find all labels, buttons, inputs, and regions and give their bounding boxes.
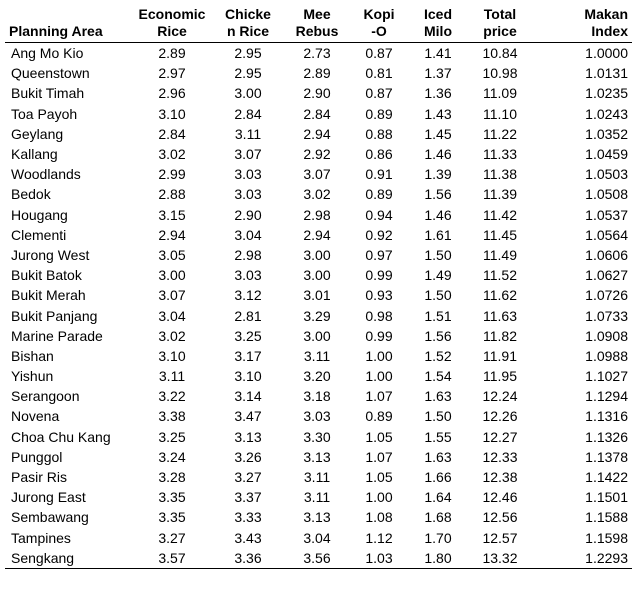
total-price-cell: 12.57 [482,529,518,546]
chicken-rice-cell: 3.33 [234,509,262,526]
chicken-rice-cell: 3.07 [234,146,262,163]
planning-area-cell: Tampines [11,529,71,546]
iced-milo-cell: 1.55 [424,428,452,445]
mee-rebus-cell: 3.01 [303,287,331,304]
iced-milo-cell: 1.50 [424,246,452,263]
iced-milo-cell: 1.64 [424,489,452,506]
economic-rice-cell: 3.24 [158,448,186,465]
iced-milo-cell: 1.37 [424,65,452,82]
makan-index-cell: 1.0733 [585,307,628,324]
economic-rice-cell: 2.94 [158,226,186,243]
total-price-cell: 10.98 [482,65,518,82]
header-planning-area: Planning Area [5,6,133,43]
kopi-o-cell: 0.99 [365,327,393,344]
chicken-rice-cell: 3.43 [234,529,262,546]
economic-rice-cell: 3.15 [158,206,186,223]
kopi-o-cell: 1.07 [365,448,393,465]
mee-rebus-cell: 3.20 [303,368,331,385]
planning-area-cell: Bukit Panjang [11,307,98,324]
makan-index-cell: 1.1598 [585,529,628,546]
makan-index-cell: 1.0606 [585,246,628,263]
total-price-cell: 11.49 [483,246,517,263]
kopi-o-cell: 0.94 [365,206,393,223]
makan-index-cell: 1.1294 [585,388,628,405]
makan-index-cell: 1.1422 [585,469,628,486]
makan-index-cell: 1.0503 [585,166,628,183]
table-row [5,205,632,225]
planning-area-cell: Bishan [11,347,54,364]
table-row [5,43,632,64]
makan-index-cell: 1.2293 [533,548,632,569]
planning-area-cell: Marine Parade [11,327,103,344]
planning-area-cell: Yishun [11,368,54,385]
total-price-cell: 11.09 [483,85,517,102]
chicken-rice-cell: 2.84 [234,105,262,122]
planning-area-cell: Geylang [11,125,64,142]
economic-rice-cell: 3.11 [158,368,186,385]
total-price-cell: 11.82 [483,327,517,344]
table-row [5,265,632,285]
mee-rebus-cell: 3.04 [303,529,331,546]
header-total-price: Total price [467,6,533,43]
mee-rebus-cell: 2.89 [303,65,331,82]
iced-milo-cell: 1.50 [424,408,452,425]
economic-rice-cell: 3.05 [158,246,186,263]
chicken-rice-cell: 2.90 [234,206,262,223]
mee-rebus-cell: 3.11 [303,469,331,486]
kopi-o-cell: 1.00 [365,489,393,506]
total-price-cell: 11.62 [483,287,517,304]
makan-index-cell: 1.0235 [585,85,628,102]
chicken-rice-cell: 3.12 [234,287,262,304]
makan-index-cell: 1.0627 [585,267,628,284]
chicken-rice-cell: 3.36 [211,548,285,569]
economic-rice-cell: 2.97 [158,65,186,82]
chicken-rice-cell: 2.95 [234,45,262,62]
kopi-o-cell: 0.97 [365,246,393,263]
economic-rice-cell: 3.35 [158,509,186,526]
table-row [5,427,632,447]
makan-index-cell: 1.0352 [585,125,628,142]
kopi-o-cell: 0.99 [365,267,393,284]
iced-milo-cell: 1.46 [424,206,452,223]
header-kopi-o: Kopi -O [349,6,409,43]
mee-rebus-cell: 2.90 [303,85,331,102]
total-price-cell: 13.32 [467,548,533,569]
kopi-o-cell: 1.05 [365,428,393,445]
makan-index-cell: 1.0537 [585,206,628,223]
iced-milo-cell: 1.49 [424,267,452,284]
table-row [5,447,632,467]
economic-rice-cell: 2.84 [158,125,186,142]
mee-rebus-cell: 3.29 [303,307,331,324]
mee-rebus-cell: 3.56 [285,548,349,569]
makan-index-cell: 1.0000 [585,45,628,62]
economic-rice-cell: 2.96 [158,85,186,102]
total-price-cell: 11.39 [483,186,517,203]
table-row [5,487,632,507]
planning-area-cell: Jurong West [11,246,90,263]
economic-rice-cell: 3.02 [158,327,186,344]
total-price-cell: 12.56 [482,509,518,526]
planning-area-cell: Sembawang [11,509,89,526]
table-row [5,63,632,83]
chicken-rice-cell: 3.25 [234,327,262,344]
table-row [5,225,632,245]
makan-index-cell: 1.0131 [585,65,628,82]
planning-area-cell: Hougang [11,206,68,223]
makan-index-cell: 1.0508 [585,186,628,203]
iced-milo-cell: 1.54 [424,368,452,385]
chicken-rice-cell: 3.13 [234,428,262,445]
iced-milo-cell: 1.68 [424,509,452,526]
makan-index-cell: 1.1027 [585,368,628,385]
kopi-o-cell: 1.07 [365,388,393,405]
planning-area-cell: Serangoon [11,388,80,405]
mee-rebus-cell: 3.07 [303,166,331,183]
makan-index-cell: 1.1326 [585,428,628,445]
table-row [5,346,632,366]
iced-milo-cell: 1.63 [424,448,452,465]
table-row [5,104,632,124]
economic-rice-cell: 3.57 [133,548,211,569]
chicken-rice-cell: 3.03 [234,186,262,203]
table-body [5,43,632,569]
planning-area-cell: Pasir Ris [11,469,68,486]
table-row [5,406,632,426]
kopi-o-cell: 0.88 [365,125,393,142]
kopi-o-cell: 0.87 [365,85,393,102]
iced-milo-cell: 1.66 [424,469,452,486]
mee-rebus-cell: 2.98 [303,206,331,223]
chicken-rice-cell: 3.00 [234,85,262,102]
total-price-cell: 12.46 [482,489,518,506]
table-row [5,184,632,204]
mee-rebus-cell: 3.11 [303,347,331,364]
mee-rebus-cell: 3.00 [303,327,331,344]
makan-index-cell: 1.1501 [585,489,628,506]
total-price-cell: 11.42 [483,206,517,223]
planning-area-cell: Queenstown [11,65,90,82]
chicken-rice-cell: 3.37 [234,489,262,506]
total-price-cell: 10.84 [482,45,518,62]
total-price-cell: 12.33 [482,448,518,465]
total-price-cell: 11.63 [483,307,517,324]
table-row [5,386,632,406]
makan-index-table [5,6,632,569]
table-row [5,245,632,265]
iced-milo-cell: 1.52 [424,347,452,364]
iced-milo-cell: 1.51 [424,307,452,324]
planning-area-cell: Sengkang [5,548,133,569]
total-price-cell: 11.38 [483,166,517,183]
iced-milo-cell: 1.45 [424,125,452,142]
mee-rebus-cell: 3.03 [303,408,331,425]
mee-rebus-cell: 3.00 [303,267,331,284]
mee-rebus-cell: 2.84 [303,105,331,122]
table-header-row [5,6,632,43]
kopi-o-cell: 0.98 [365,307,393,324]
chicken-rice-cell: 2.98 [234,246,262,263]
economic-rice-cell: 3.10 [158,347,186,364]
planning-area-cell: Novena [11,408,60,425]
chicken-rice-cell: 2.95 [234,65,262,82]
kopi-o-cell: 0.89 [365,186,393,203]
kopi-o-cell: 1.12 [365,529,393,546]
economic-rice-cell: 2.88 [158,186,186,203]
table-row [5,528,632,548]
chicken-rice-cell: 2.81 [234,307,262,324]
total-price-cell: 11.52 [483,267,517,284]
total-price-cell: 11.95 [483,368,517,385]
total-price-cell: 11.45 [483,226,517,243]
mee-rebus-cell: 2.73 [303,45,331,62]
header-chicken-rice: Chicke n Rice [211,6,285,43]
chicken-rice-cell: 3.03 [234,166,262,183]
table-row [5,507,632,527]
iced-milo-cell: 1.50 [424,287,452,304]
table-row [5,144,632,164]
iced-milo-cell: 1.43 [424,105,452,122]
price-table-container [5,6,632,569]
header-iced-milo: Iced Milo [409,6,467,43]
chicken-rice-cell: 3.27 [234,469,262,486]
kopi-o-cell: 0.93 [365,287,393,304]
economic-rice-cell: 3.04 [158,307,186,324]
total-price-cell: 11.91 [483,347,517,364]
table-row [5,124,632,144]
total-price-cell: 12.38 [482,469,518,486]
makan-index-cell: 1.0564 [585,226,628,243]
mee-rebus-cell: 3.13 [303,448,331,465]
iced-milo-cell: 1.46 [424,146,452,163]
iced-milo-cell: 1.56 [424,327,452,344]
iced-milo-cell: 1.80 [409,548,467,569]
economic-rice-cell: 2.89 [158,45,186,62]
makan-index-cell: 1.1588 [585,509,628,526]
makan-index-cell: 1.1316 [585,408,628,425]
chicken-rice-cell: 3.17 [234,347,262,364]
table-row [5,467,632,487]
table-row [5,164,632,184]
planning-area-cell: Toa Payoh [11,105,78,122]
header-mee-rebus: Mee Rebus [285,6,349,43]
kopi-o-cell: 0.92 [365,226,393,243]
chicken-rice-cell: 3.26 [234,448,262,465]
mee-rebus-cell: 3.02 [303,186,331,203]
economic-rice-cell: 2.99 [158,166,186,183]
kopi-o-cell: 1.00 [365,347,393,364]
planning-area-cell: Woodlands [11,166,81,183]
iced-milo-cell: 1.36 [424,85,452,102]
makan-index-cell: 1.0726 [585,287,628,304]
economic-rice-cell: 3.25 [158,428,186,445]
makan-index-cell: 1.1378 [585,448,628,465]
economic-rice-cell: 3.10 [158,105,186,122]
makan-index-cell: 1.0243 [585,105,628,122]
planning-area-cell: Choa Chu Kang [11,428,111,445]
chicken-rice-cell: 3.11 [234,125,262,142]
economic-rice-cell: 3.07 [158,287,186,304]
kopi-o-cell: 0.91 [365,166,393,183]
kopi-o-cell: 0.86 [365,146,393,163]
economic-rice-cell: 3.35 [158,489,186,506]
mee-rebus-cell: 3.13 [303,509,331,526]
economic-rice-cell: 3.02 [158,146,186,163]
makan-index-cell: 1.0459 [585,146,628,163]
kopi-o-cell: 1.08 [365,509,393,526]
total-price-cell: 11.22 [483,125,517,142]
economic-rice-cell: 3.28 [158,469,186,486]
kopi-o-cell: 0.81 [365,65,393,82]
planning-area-cell: Bukit Batok [11,267,82,284]
header-economic-rice: Economic Rice [133,6,211,43]
iced-milo-cell: 1.63 [424,388,452,405]
mee-rebus-cell: 2.94 [303,226,331,243]
total-price-cell: 12.27 [482,428,518,445]
makan-index-cell: 1.0908 [585,327,628,344]
kopi-o-cell: 0.89 [365,105,393,122]
kopi-o-cell: 1.00 [365,368,393,385]
chicken-rice-cell: 3.03 [234,267,262,284]
chicken-rice-cell: 3.04 [234,226,262,243]
table-row [5,326,632,346]
planning-area-cell: Bedok [11,186,51,203]
total-price-cell: 12.26 [482,408,518,425]
iced-milo-cell: 1.39 [424,166,452,183]
chicken-rice-cell: 3.47 [234,408,262,425]
table-row [5,83,632,103]
planning-area-cell: Jurong East [11,489,86,506]
planning-area-cell: Bukit Timah [11,85,85,102]
planning-area-cell: Punggol [11,448,63,465]
table-row [5,305,632,325]
mee-rebus-cell: 3.11 [303,489,331,506]
chicken-rice-cell: 3.10 [234,368,262,385]
total-price-cell: 12.24 [482,388,518,405]
mee-rebus-cell: 2.92 [303,146,331,163]
chicken-rice-cell: 3.14 [234,388,262,405]
total-price-cell: 11.10 [483,105,517,122]
total-price-cell: 11.33 [483,146,517,163]
planning-area-cell: Kallang [11,146,58,163]
mee-rebus-cell: 2.94 [303,125,331,142]
kopi-o-cell: 0.87 [365,45,393,62]
planning-area-cell: Clementi [11,226,67,243]
economic-rice-cell: 3.38 [158,408,186,425]
makan-index-cell: 1.0988 [585,347,628,364]
iced-milo-cell: 1.56 [424,186,452,203]
economic-rice-cell: 3.27 [158,529,186,546]
iced-milo-cell: 1.61 [424,226,452,243]
economic-rice-cell: 3.00 [158,267,186,284]
kopi-o-cell: 0.89 [365,408,393,425]
planning-area-cell: Bukit Merah [11,287,86,304]
table-row [5,285,632,305]
planning-area-cell: Ang Mo Kio [11,45,84,62]
kopi-o-cell: 1.03 [349,548,409,569]
kopi-o-cell: 1.05 [365,469,393,486]
iced-milo-cell: 1.41 [424,45,452,62]
mee-rebus-cell: 3.30 [303,428,331,445]
table-row [5,548,632,569]
iced-milo-cell: 1.70 [424,529,452,546]
economic-rice-cell: 3.22 [158,388,186,405]
mee-rebus-cell: 3.18 [303,388,331,405]
mee-rebus-cell: 3.00 [303,246,331,263]
header-makan-index: Makan Index [533,6,632,43]
table-row [5,366,632,386]
